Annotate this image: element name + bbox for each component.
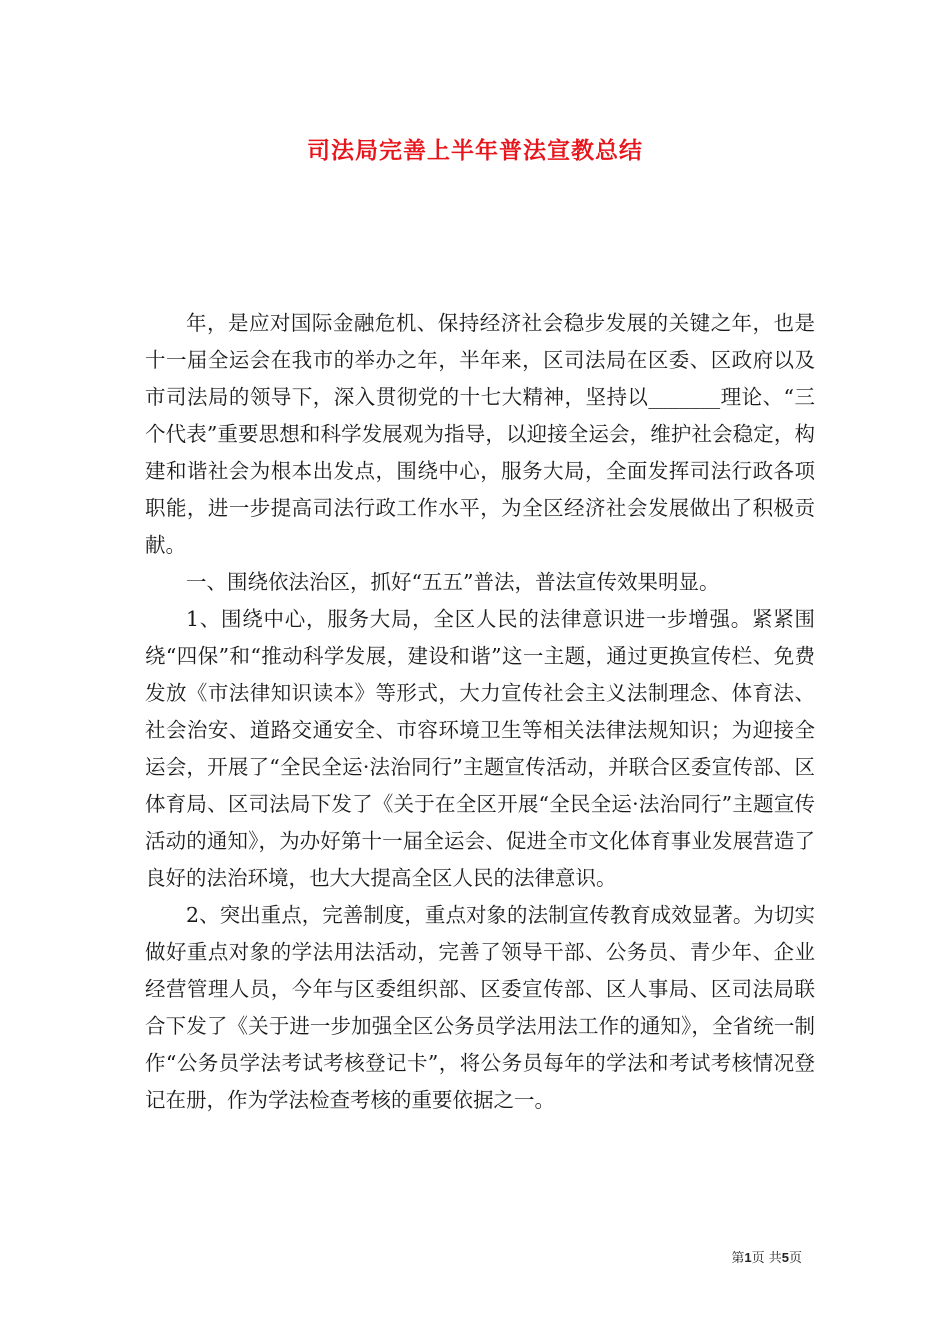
- paragraph-section-1-heading: 一、围绕依法治区，抓好“五五”普法，普法宣传效果明显。: [186, 570, 720, 594]
- page-number-footer: [731, 1247, 802, 1266]
- document-body: [145, 305, 815, 1119]
- footer-current-page: 1: [744, 1250, 752, 1265]
- paragraph-item-1: 1、围绕中心，服务大局，全区人民的法律意识进一步增强。紧紧围绕“四保”和“推动科学发展，建设和谐”这一主题，通过更换宣传栏、免费发放《市法律知识读本》等形式，大力宣传社会主义法制理念、体育法、社会治安、道路交通安全、市容环境卫生等相关法律法规知识；为迎接全运会，开展了“全民全运·法治同行”主题宣传活动，并联合区委宣传部、区体育局、区司法局下发了《关于在全区开展“全民全运·法治同行”主题宣传活动的通知》，为办好第十一届全运会、促进全市文化体育事业发展营造了良好的法治环境，也大大提高全区人民的法律意识。: [145, 607, 815, 890]
- paragraph-item-2: 2、突出重点，完善制度，重点对象的法制宣传教育成效显著。为切实做好重点对象的学法用法活动，完善了领导干部、公务员、青少年、企业经营管理人员，今年与区委组织部、区委宣传部、区人事局、区司法局联合下发了《关于进一步加强全区公务员学法用法工作的通知》，全省统一制作“公务员学法考试考核登记卡”，将公务员每年的学法和考试考核情况登记在册，作为学法检查考核的重要依据之一。: [145, 903, 815, 1112]
- paragraph-intro: 年，是应对国际金融危机、保持经济社会稳步发展的关键之年，也是十一届全运会在我市的举办之年，半年来，区司法局在区委、区政府以及市司法局的领导下，深入贯彻党的十七大精神，坚持以_______理论、“三个代表”重要思想和科学发展观为指导，以迎接全运会，维护社会稳定，构建和谐社会为根本出发点，围绕中心，服务大局，全面发挥司法行政各项职能，进一步提高司法行政工作水平，为全区经济社会发展做出了积极贡献。: [145, 311, 815, 557]
- document-title: 司法局完善上半年普法宣教总结: [307, 137, 643, 164]
- footer-total-pages: 5: [781, 1250, 789, 1265]
- footer-prefix: 第: [731, 1251, 745, 1266]
- footer-suffix: 页: [788, 1251, 802, 1266]
- footer-middle: 页 共: [751, 1251, 782, 1266]
